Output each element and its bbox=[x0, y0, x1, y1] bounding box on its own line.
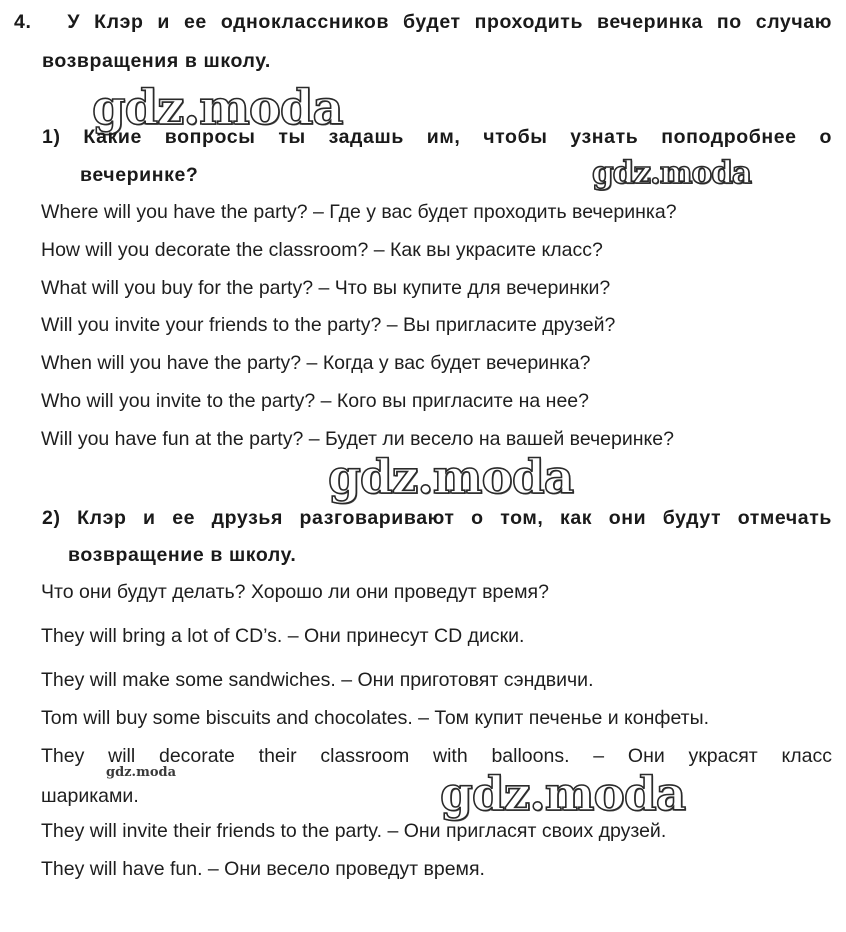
watermark-logo: gdz.moda bbox=[92, 80, 343, 136]
part2-item: They will have fun. – Они весело проведут время. bbox=[41, 858, 485, 880]
part1-heading-line-2: вечеринке? bbox=[80, 164, 199, 186]
task-heading-text: У Клэр и ее одноклассников будет проходить вечеринка по случаю bbox=[67, 11, 832, 33]
part2-item-continuation: шариками. bbox=[41, 785, 139, 807]
task-heading-line-2: возвращения в школу. bbox=[42, 50, 271, 72]
part2-item: They will decorate their classroom with balloons. – Они украсят класс bbox=[41, 745, 832, 767]
part1-item: Who will you invite to the party? – Кого вы пригласите на нее? bbox=[41, 390, 589, 412]
part2-item: They will bring a lot of CD’s. – Они принесут CD диски. bbox=[41, 625, 525, 647]
watermark-logo-small: gdz.moda bbox=[106, 765, 177, 780]
watermark-logo: gdz.moda bbox=[592, 155, 751, 191]
part1-item: Will you have fun at the party? – Будет ли весело на вашей вечеринке? bbox=[41, 428, 674, 450]
part1-item: How will you decorate the classroom? – Как вы украсите класс? bbox=[41, 239, 603, 261]
part2-heading-line-2: возвращение в школу. bbox=[68, 544, 297, 566]
watermark-logo: gdz.moda bbox=[440, 767, 686, 822]
part2-question: Что они будут делать? Хорошо ли они проведут время? bbox=[41, 581, 549, 603]
task-number: 4. bbox=[14, 11, 32, 33]
watermark-logo: gdz.moda bbox=[328, 450, 574, 505]
part2-heading-line-1: 2) Клэр и ее друзья разговаривают о том, как они будут отмечать bbox=[42, 507, 832, 529]
part1-heading-line-1: 1) Какие вопросы ты задашь им, чтобы узнать поподробнее о bbox=[42, 126, 832, 148]
part2-item: They will make some sandwiches. – Они приготовят сэндвичи. bbox=[41, 669, 594, 691]
part2-item: They will invite their friends to the party. – Они пригласят своих друзей. bbox=[41, 820, 667, 842]
part1-item: When will you have the party? – Когда у вас будет вечеринка? bbox=[41, 352, 591, 374]
part1-item: Where will you have the party? – Где у вас будет проходить вечеринка? bbox=[41, 201, 677, 223]
part1-item: What will you buy for the party? – Что вы купите для вечеринки? bbox=[41, 277, 611, 299]
part1-item: Will you invite your friends to the party? – Вы пригласите друзей? bbox=[41, 314, 616, 336]
part2-item: Tom will buy some biscuits and chocolates. – Том купит печенье и конфеты. bbox=[41, 707, 710, 729]
task-heading-line-1 bbox=[14, 10, 832, 34]
